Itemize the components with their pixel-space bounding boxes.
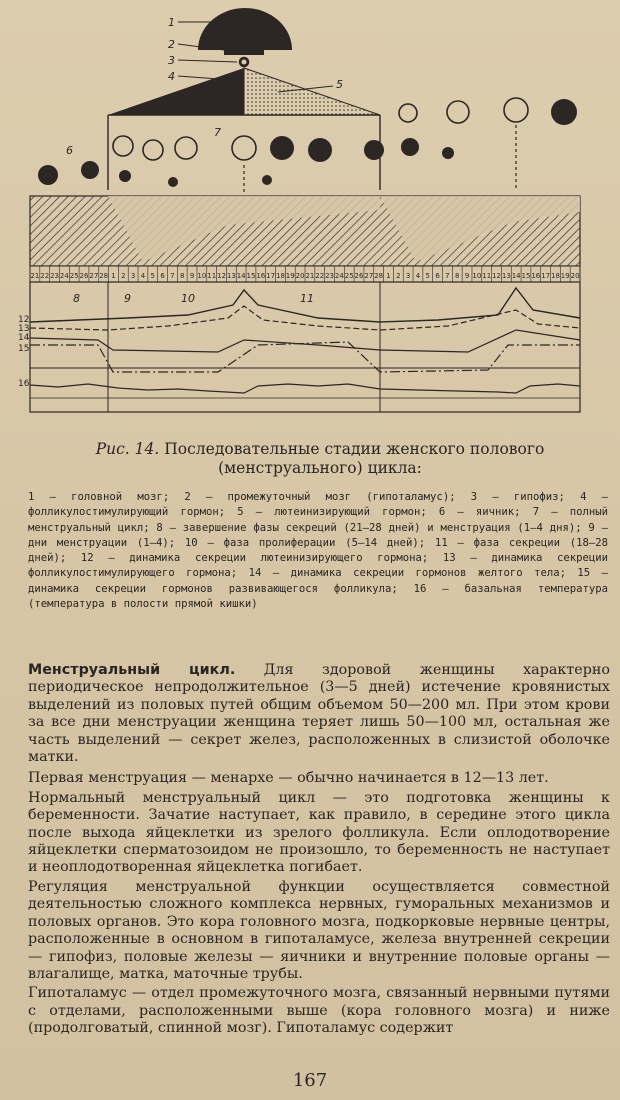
day-label: 22 — [40, 272, 50, 280]
follicle-icon — [232, 136, 256, 160]
day-label: 7 — [445, 272, 450, 280]
ovary-icon — [119, 170, 131, 182]
day-label: 3 — [405, 272, 411, 280]
day-label: 9 — [464, 272, 470, 280]
menstrual-cycle-figure — [18, 0, 608, 425]
day-label: 8 — [179, 272, 185, 280]
day-label: 12 — [492, 272, 501, 280]
day-label: 6 — [435, 272, 440, 280]
ovary-icon — [551, 99, 577, 125]
day-label: 21 — [30, 272, 40, 280]
callout-label: 3 — [168, 54, 175, 67]
ovary-icon — [308, 138, 332, 162]
paragraph: Регуляция менструальной функции осуществляется совместной деятельностью сложного комплекса нервных, гуморальных механизмов и половых органов. Это кора головного мозга, подкорковые нервные центры, расположенные в основном в гипоталамусе, железа внутренней секреции — гипофиз, половые железы — яичники и внутренние половые органы — влагалище, матка, маточные трубы. — [28, 878, 610, 982]
callout-label: 8 — [73, 292, 80, 305]
day-label: 28 — [99, 272, 109, 280]
caption-line-1: Последовательные стадии женского полового — [164, 440, 545, 458]
day-label: 8 — [454, 272, 460, 280]
day-label: 10 — [472, 272, 482, 280]
day-label: 4 — [140, 272, 146, 280]
day-label: 28 — [374, 272, 384, 280]
day-label: 14 — [236, 272, 246, 280]
fsh-triangle — [108, 68, 244, 115]
day-label: 25 — [344, 272, 354, 280]
ovary-icon — [364, 140, 384, 160]
day-label: 27 — [89, 272, 99, 280]
day-label: 16 — [531, 272, 541, 280]
callout-label: 4 — [168, 70, 175, 83]
basal-temperature-curve — [30, 384, 580, 393]
day-label: 15 — [521, 272, 531, 280]
ovary-icon — [168, 177, 178, 187]
curve-label: 15 — [18, 344, 30, 354]
follicle-icon — [447, 101, 469, 123]
follicle-icon — [113, 136, 133, 156]
section-heading: Менструальный цикл. — [28, 662, 236, 678]
day-label: 24 — [334, 272, 344, 280]
ovary-icon — [442, 147, 454, 159]
figure-legend: 1 — головной мозг; 2 — промежуточный мозг (гипоталамус); 3 — гипофиз; 4 — фолликулостимулирующий гормон; 5 — лютеинизирующий гормон; 6 — яичник; 7 — полный менструальный цикл; 8 — завершение фазы секреций (21—28 дней) и менструация (1—4 дня); 9 — дни менструации (1—4); 10 — фаза пролиферации (5—14 дней); 11 — фаза секреции (18—28 дней); 12 — динамика секреции лютеинизирующего гормона; 13 — динамика секреции фолликулостимулирующего гормона; 14 — динамика секреции гормонов желтого тела; 15 — динамика секреции гормонов развивающегося фолликула; 16 — базальная температура (температура в полости прямой кишки) — [28, 491, 615, 611]
callout-label: 10 — [181, 292, 195, 305]
day-label: 17 — [266, 272, 276, 280]
day-label: 4 — [415, 272, 421, 280]
day-label: 26 — [79, 272, 89, 280]
day-label: 18 — [550, 272, 560, 280]
paragraph: Первая менструация — менархе — обычно начинается в 12—13 лет. — [28, 770, 549, 787]
day-label: 22 — [315, 272, 325, 280]
day-label: 16 — [256, 272, 266, 280]
hypothalamus-shape — [224, 49, 264, 55]
day-label: 2 — [121, 272, 126, 280]
paragraph-text: Для здоровой женщины характерно периодическое непродолжительное (3—5 дней) истечение кровянистых выделений из половых путей общим объемом 50—200 мл. При этом крови за все дни менструации женщина теряет лишь 50—100 мл, остальная же часть выделений — секрет желез, расположенных в слизистой оболочке матки. — [28, 662, 610, 766]
day-label: 3 — [130, 272, 136, 280]
day-label: 14 — [511, 272, 521, 280]
callout-label: 9 — [124, 292, 131, 305]
callout-label: 6 — [66, 144, 73, 157]
figure-caption — [40, 440, 600, 478]
callout-label: 2 — [168, 38, 175, 51]
day-label: 26 — [354, 272, 364, 280]
day-label: 5 — [150, 272, 156, 280]
day-label: 13 — [226, 272, 236, 280]
figure-label: Рис. 14. — [95, 440, 160, 458]
day-label: 9 — [189, 272, 195, 280]
day-label: 11 — [207, 272, 217, 280]
day-label: 21 — [305, 272, 315, 280]
day-label: 23 — [325, 272, 335, 280]
pituitary-dot — [242, 60, 247, 65]
callout-label: 11 — [300, 292, 314, 305]
brain-shape — [198, 8, 292, 50]
day-label: 6 — [160, 272, 165, 280]
ovary-icon — [38, 165, 58, 185]
follicle-icon — [175, 137, 197, 159]
paragraph: Нормальный менструальный цикл — это подготовка женщины к беременности. Зачатие наступает, как правило, в середине этого цикла после выхода яйцеклетки из зрелого фолликула. Если оплодотворение яйцеклетки сперматозоидом не произошло, то беременность не наступает и неоплодотворенная яйцеклетка погибает. — [28, 789, 610, 876]
day-label: 1 — [386, 272, 391, 280]
ovary-icon — [270, 136, 294, 160]
day-label: 27 — [364, 272, 374, 280]
day-label: 24 — [59, 272, 69, 280]
day-label: 19 — [285, 272, 295, 280]
callout-label: 1 — [168, 16, 175, 29]
curve-label: 14 — [18, 333, 30, 343]
day-label: 17 — [541, 272, 551, 280]
curve-label: 16 — [18, 379, 30, 389]
day-label: 7 — [170, 272, 175, 280]
page-number: 167 — [292, 1070, 328, 1091]
follicle-icon — [399, 104, 417, 122]
caption-line-2: (менструального) цикла: — [218, 459, 422, 477]
follicle-icon — [504, 98, 528, 122]
paragraph: Гипоталамус — отдел промежуточного мозга, связанный нервными путями с отделами, расположенными выше (кора головного мозга) и ниже (продолговатый, спинной мозг). Гипоталамус содержит — [28, 985, 610, 1037]
day-label: 20 — [570, 272, 580, 280]
day-label: 25 — [69, 272, 79, 280]
curve-label: 13 — [18, 324, 30, 334]
curve-label: 12 — [18, 315, 30, 325]
day-label: 15 — [246, 272, 256, 280]
callout-label: 7 — [214, 126, 221, 139]
follicle-icon — [143, 140, 163, 160]
day-label: 11 — [482, 272, 492, 280]
curve-labels — [18, 315, 30, 389]
ovary-icon — [81, 161, 99, 179]
day-label: 1 — [111, 272, 116, 280]
day-label: 13 — [501, 272, 511, 280]
day-label: 23 — [50, 272, 60, 280]
paragraph — [28, 662, 610, 766]
day-label: 20 — [295, 272, 305, 280]
day-label: 18 — [275, 272, 285, 280]
day-label: 19 — [560, 272, 570, 280]
day-label: 12 — [217, 272, 226, 280]
ovary-icon — [401, 138, 419, 156]
day-label: 10 — [197, 272, 207, 280]
lh-triangle — [244, 68, 380, 115]
ovary-icon — [262, 175, 272, 185]
day-label: 5 — [425, 272, 431, 280]
callout-label: 5 — [336, 78, 343, 91]
body-text — [28, 662, 610, 1038]
day-label: 2 — [396, 272, 401, 280]
follicle-hormone-curve — [30, 330, 580, 352]
